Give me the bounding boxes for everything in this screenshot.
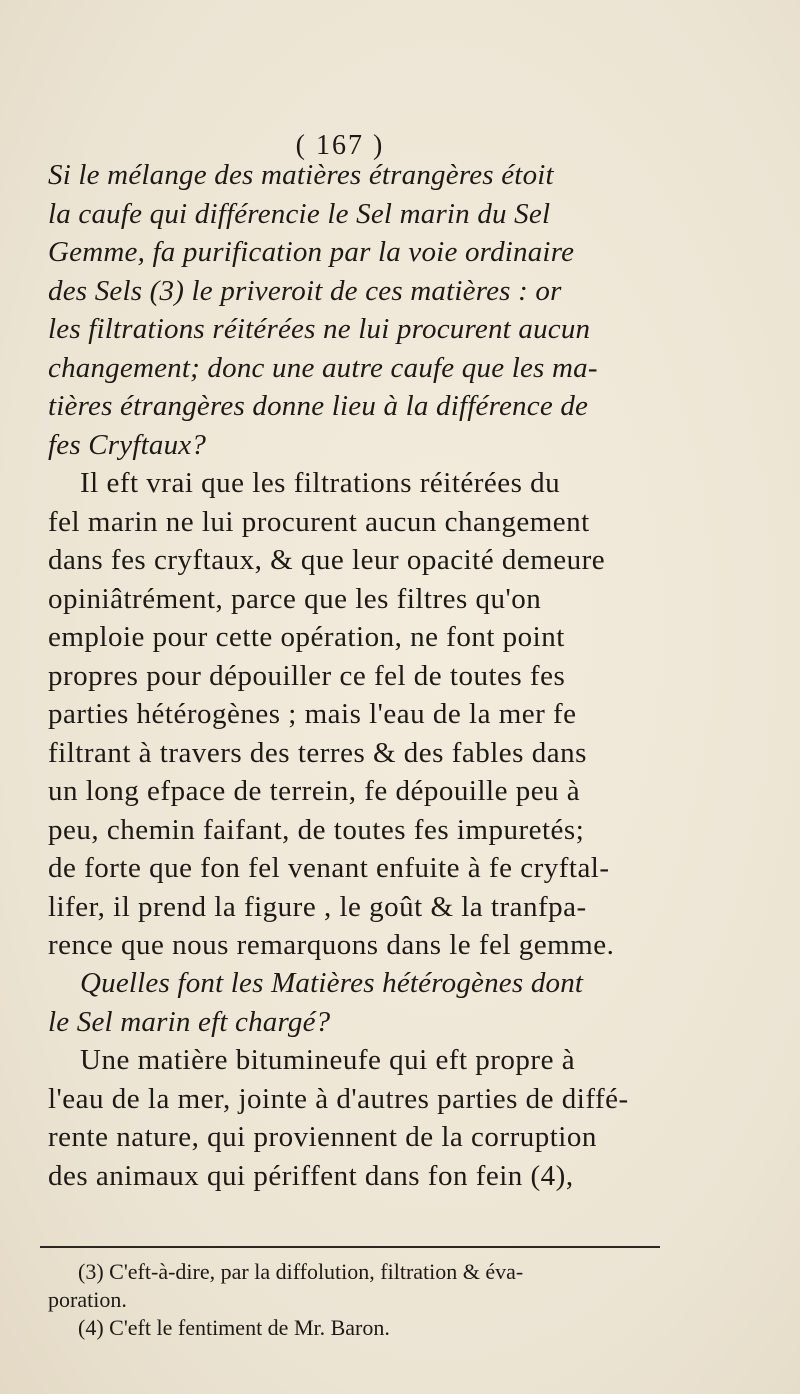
answer-1-line: dans fes cryftaux, & que leur opacité demeure (48, 544, 606, 576)
question-2-line: le Sel marin eft chargé? (48, 1005, 331, 1038)
footnote-divider (40, 1246, 660, 1248)
answer-2-line: Une matière bitumineufe qui eft propre à (80, 1044, 576, 1076)
question-1-line: la caufe qui différencie le Sel marin du Sel (48, 197, 551, 230)
question-2-line: Quelles font les Matières hétérogènes dont (80, 967, 584, 999)
answer-1 (48, 464, 688, 965)
answer-2-line: des animaux qui périffent dans fon fein (4), (48, 1159, 574, 1192)
answer-1-line: emploie pour cette opération, ne font point (48, 621, 565, 653)
answer-1-line: opiniâtrément, parce que les filtres qu'on (48, 582, 542, 615)
answer-1-line: lifer, il prend la figure , le goût & la tranfpa- (48, 890, 587, 923)
answer-2-line: rente nature, qui proviennent de la corruption (48, 1121, 597, 1153)
footnotes (48, 1258, 678, 1342)
answer-1-line: peu, chemin faifant, de toutes fes impuretés; (48, 813, 585, 846)
answer-2-line: l'eau de la mer, jointe à d'autres parties de diffé- (48, 1082, 629, 1115)
answer-1-line: fel marin ne lui procurent aucun changement (48, 505, 590, 538)
answer-1-line: parties hétérogènes ; mais l'eau de la mer fe (48, 698, 577, 730)
footnote-3-line: (3) C'eft-à-dire, par la diffolution, filtration & éva- (78, 1259, 524, 1284)
answer-1-line: de forte que fon fel venant enfuite à fe cryftal- (48, 852, 610, 884)
question-1-line: Gemme, fa purification par la voie ordinaire (48, 236, 575, 268)
footnote-4-line: (4) C'eft le fentiment de Mr. Baron. (78, 1315, 390, 1340)
question-1 (48, 156, 688, 464)
answer-1-line: filtrant à travers des terres & des fables dans (48, 736, 587, 769)
answer-1-line: Il eft vrai que les filtrations réitérées du (80, 467, 561, 499)
answer-1-line: rence que nous remarquons dans le fel gemme. (48, 929, 615, 961)
question-2 (48, 964, 688, 1041)
question-1-line: fes Cryftaux? (48, 428, 207, 461)
answer-1-line: un long efpace de terrein, fe dépouille peu à (48, 775, 581, 807)
question-1-line: tières étrangères donne lieu à la différence de (48, 390, 589, 422)
footnote-3-line: poration. (48, 1287, 127, 1312)
answer-2 (48, 1041, 688, 1195)
question-1-line: changement; donc une autre caufe que les ma- (48, 351, 598, 384)
question-1-line: des Sels (3) le priveroit de ces matières : or (48, 274, 562, 307)
answer-1-line: propres pour dépouiller ce fel de toutes fes (48, 659, 566, 692)
question-1-line: Si le mélange des matières étrangères étoit (48, 159, 554, 191)
question-1-line: les filtrations réitérées ne lui procurent aucun (48, 313, 591, 345)
page-number: ( 167 ) (295, 130, 385, 161)
